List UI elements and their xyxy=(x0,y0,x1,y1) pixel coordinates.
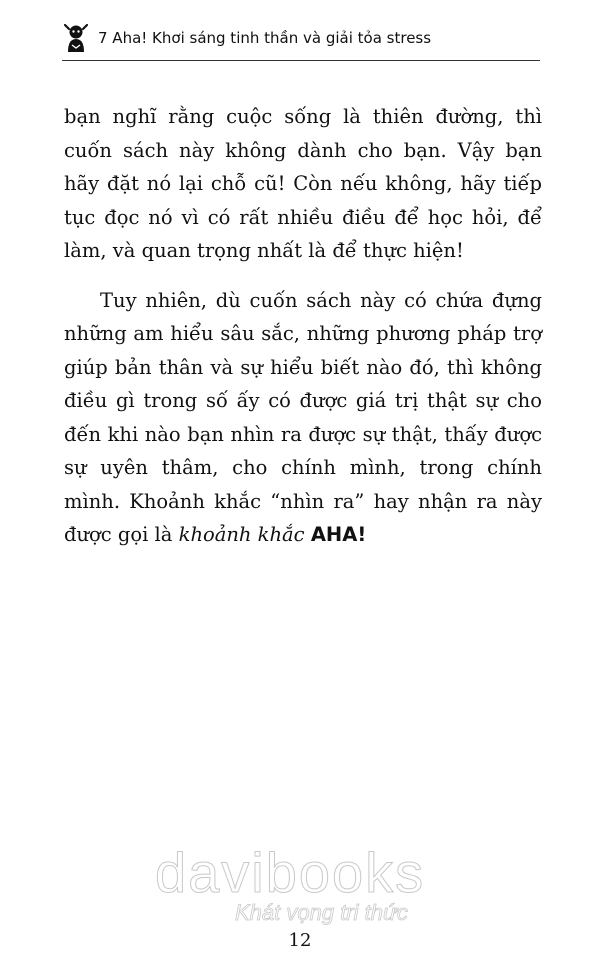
paragraph-2-italic: khoảnh khắc xyxy=(178,523,305,546)
paragraph-1: bạn nghĩ rằng cuộc sống là thiên đường, thì cuốn sách này không dành cho bạn. Vậy bạn hãy đặt nó lại chỗ cũ! Còn nếu không, hãy tiếp tục đọc nó vì có rất nhiều điều để học hỏi, để làm, và quan trọng nhất là để thực hiện! xyxy=(64,105,542,262)
watermark-tagline: Khát vọng tri thức xyxy=(235,900,408,925)
paragraph-2-text: Tuy nhiên, dù cuốn sách này có chứa đựng những am hiểu sâu sắc, những phương pháp trợ giúp bản thân và sự hiểu biết nào đó, thì không điều gì trong số ấy có được giá trị thật sự cho đến khi nào bạn nhìn ra được sự thật, thấy được sự uyên thâm, cho chính mình, trong chính mình. Khoảnh khắc “nhìn ra” hay nhận ra này được gọi là xyxy=(64,288,542,546)
paragraph-2 xyxy=(64,284,542,552)
paragraph-2-bold: AHA! xyxy=(310,523,367,546)
watermark-brand: davibooks xyxy=(155,841,426,904)
thinker-figure-icon xyxy=(62,23,90,53)
body-text xyxy=(64,100,542,552)
header-divider xyxy=(62,60,540,61)
running-header xyxy=(62,18,542,58)
chapter-title: 7 Aha! Khơi sáng tinh thần và giải tỏa stress xyxy=(98,29,432,47)
page-number: 12 xyxy=(288,930,312,951)
publisher-watermark xyxy=(155,840,455,940)
